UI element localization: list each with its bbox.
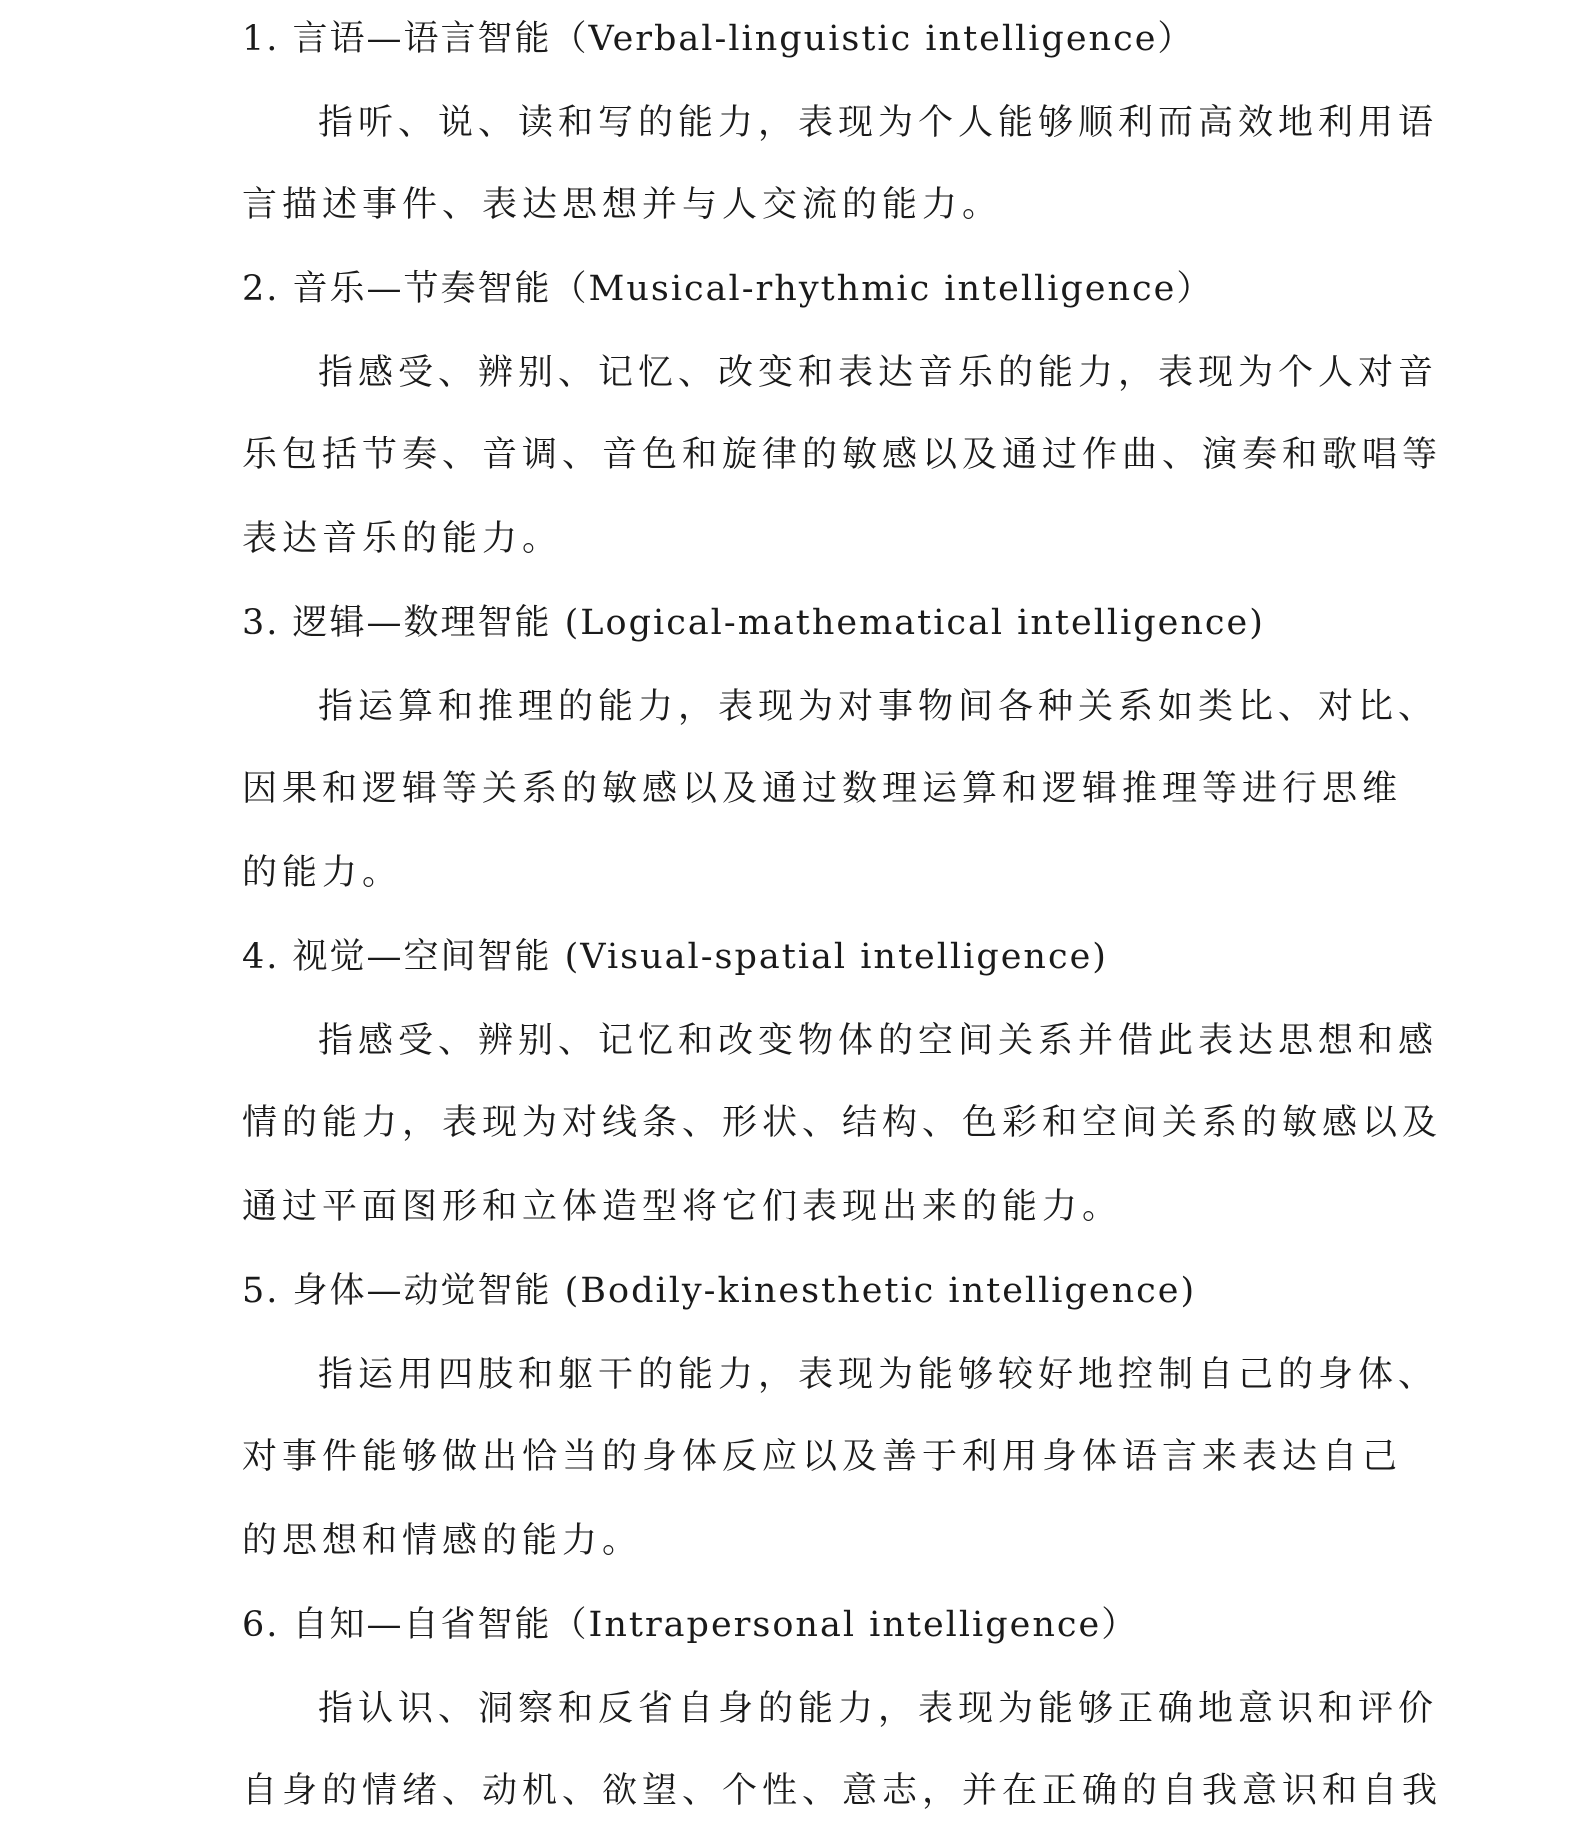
section-5-line-1: 指运用四肢和躯干的能力，表现为能够较好地控制自己的身体、 (318, 1355, 1439, 1395)
section-5-line-3: 的思想和情感的能力。 (242, 1521, 643, 1561)
section-6-line-1: 指认识、洞察和反省自身的能力，表现为能够正确地意识和评价 (318, 1689, 1439, 1729)
section-1-line-2: 言描述事件、表达思想并与人交流的能力。 (242, 185, 1003, 225)
section-2-line-2: 乐包括节奏、音调、音色和旋律的敏感以及通过作曲、演奏和歌唱等 (242, 435, 1443, 475)
section-3-line-2: 因果和逻辑等关系的敏感以及通过数理运算和逻辑推理等进行思维 (242, 769, 1403, 809)
section-4-line-1: 指感受、辨别、记忆和改变物体的空间关系并借此表达思想和感 (318, 1021, 1439, 1061)
section-6-heading: 6. 自知—自省智能（Intrapersonal intelligence） (242, 1605, 1139, 1645)
section-3-line-1: 指运算和推理的能力，表现为对事物间各种关系如类比、对比、 (318, 687, 1439, 727)
section-4-heading: 4. 视觉—空间智能 (Visual-spatial intelligence) (242, 937, 1108, 977)
section-1-heading: 1. 言语—语言智能（Verbal-linguistic intelligence） (242, 19, 1195, 59)
section-2-line-1: 指感受、辨别、记忆、改变和表达音乐的能力，表现为个人对音 (318, 353, 1439, 393)
section-3-line-3: 的能力。 (242, 853, 403, 893)
section-5-line-2: 对事件能够做出恰当的身体反应以及善于利用身体语言来表达自己 (242, 1437, 1403, 1477)
section-3-heading: 3. 逻辑—数理智能 (Logical-mathematical intelligence) (242, 603, 1265, 643)
section-1-line-1: 指听、说、读和写的能力，表现为个人能够顺利而高效地利用语 (318, 103, 1439, 143)
section-2-heading: 2. 音乐—节奏智能（Musical-rhythmic intelligence） (242, 269, 1214, 309)
section-5-heading: 5. 身体—动觉智能 (Bodily-kinesthetic intelligence) (242, 1271, 1197, 1311)
section-6-line-2: 自身的情绪、动机、欲望、个性、意志，并在正确的自我意识和自我 (242, 1771, 1443, 1811)
section-2-line-3: 表达音乐的能力。 (242, 519, 563, 559)
section-4-line-2: 情的能力，表现为对线条、形状、结构、色彩和空间关系的敏感以及 (242, 1103, 1443, 1143)
section-4-line-3: 通过平面图形和立体造型将它们表现出来的能力。 (242, 1187, 1123, 1227)
